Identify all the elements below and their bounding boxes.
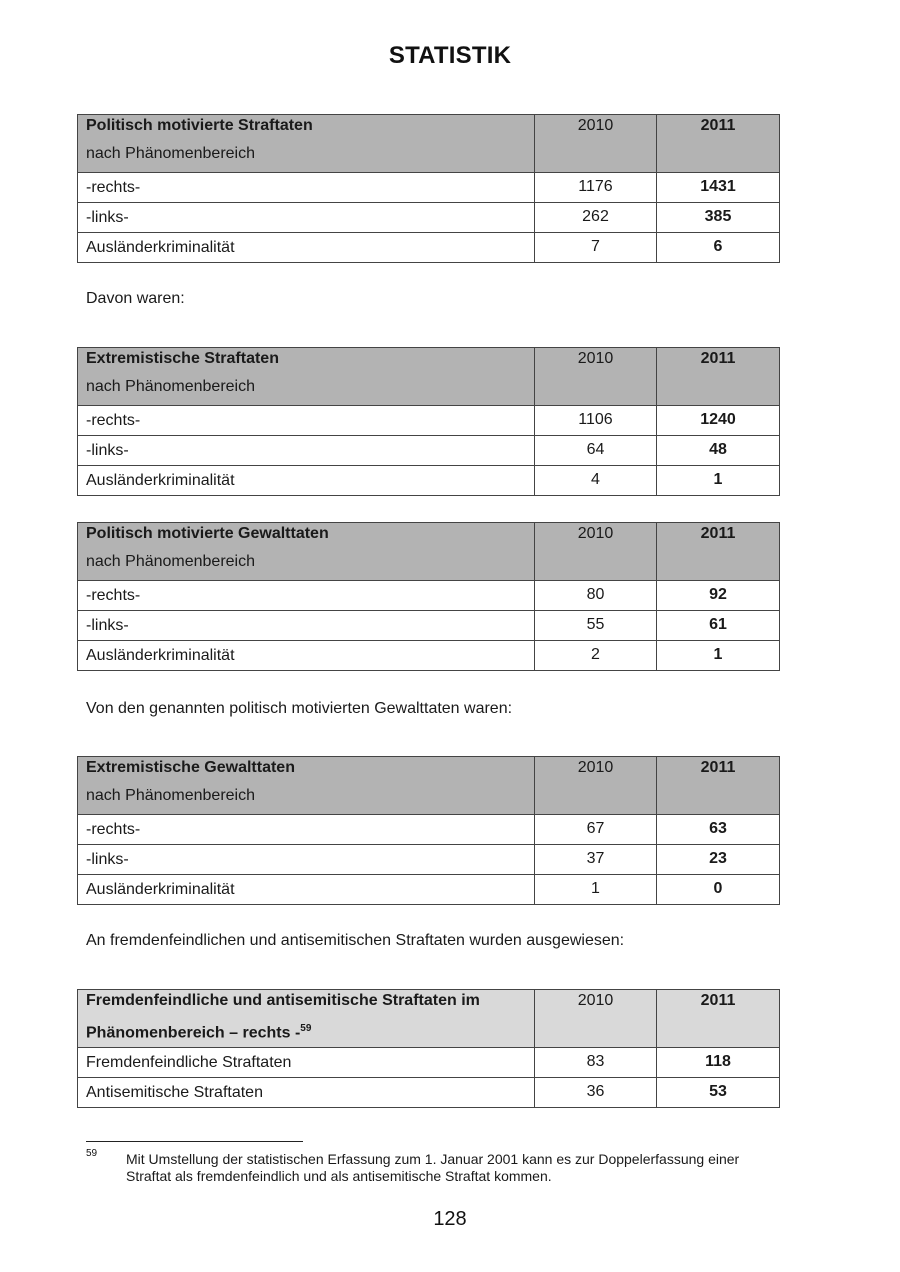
value-2011: 1240 [700,411,736,428]
value-2010: 2 [591,646,600,663]
value-2010: 4 [591,471,600,488]
paragraph-von-den-genannten: Von den genannten politisch motivierten Gewalttaten waren: [86,700,513,717]
table-fremdenfeindliche-antisemitische-straftaten [77,989,780,1108]
table-subtitle: nach Phänomenbereich [86,145,256,162]
table-extremistische-gewalttaten [77,756,780,905]
value-2010: 80 [586,586,605,603]
row-label: -links- [86,209,129,226]
row-label: -rechts- [86,179,141,196]
value-2011: 118 [705,1053,731,1070]
value-2010: 64 [586,441,605,458]
value-2011: 1 [713,646,723,663]
value-2010: 1 [591,880,600,897]
table-row [78,815,780,845]
footnote-text: Mit Umstellung der statistischen Erfassung zum 1. Januar 2001 kann es zur Doppelerfassung einer Straftat als fremdenfeindlich und als antisemitische Straftat kommen. [126,1151,740,1184]
header-cell-2011: 2011 [657,115,780,173]
table-row [78,406,780,436]
footnote-divider [86,1141,303,1142]
header-cell-2011: 2011 [657,348,780,406]
header-cell-2011: 2011 [657,757,780,815]
value-2011: 53 [709,1083,727,1100]
value-2011: 0 [713,880,723,897]
table-row [78,1048,780,1078]
table-row [78,845,780,875]
value-2011: 92 [709,586,727,603]
table-subtitle: nach Phänomenbereich [86,787,256,804]
table-title: Politisch motivierte Straftaten [86,117,313,134]
table-row [78,875,780,905]
table-politisch-motivierte-gewalttaten [77,522,780,671]
paragraph-davon-waren: Davon waren: [86,290,185,307]
header-cell-2010: 2010 [535,757,657,815]
header-cell-2011: 2011 [657,990,780,1048]
header-cell-2010: 2010 [535,990,657,1048]
value-2011: 48 [709,441,727,458]
table-row [78,581,780,611]
header-cell-category [78,523,535,581]
header-cell-2011: 2011 [657,523,780,581]
table-header-row [78,990,780,1048]
table-row [78,436,780,466]
header-cell-category [78,348,535,406]
value-2011: 61 [709,616,727,633]
footnote-reference[interactable]: 59 [300,1023,312,1034]
row-label: Ausländerkriminalität [86,239,235,256]
row-label: -links- [86,851,129,868]
table-header-row [78,115,780,173]
page-number: 128 [433,1208,467,1230]
value-2010: 1176 [578,178,613,195]
table-row [78,173,780,203]
table-subtitle: Phänomenbereich – rechts -$^{59}$ [86,1023,312,1042]
table-title: Politisch motivierte Gewalttaten [86,525,329,542]
table-subtitle: nach Phänomenbereich [86,553,256,570]
page-title: STATISTIK [388,42,512,69]
value-2010: 67 [586,820,605,837]
value-2010: 36 [586,1083,605,1100]
value-2011: 63 [709,820,727,837]
value-2011: 1 [713,471,723,488]
table-title: Extremistische Gewalttaten [86,759,295,776]
header-cell-category [78,757,535,815]
header-cell-2010: 2010 [535,115,657,173]
value-2011: 385 [704,208,732,225]
row-label: -links- [86,442,129,459]
row-label: Fremdenfeindliche Straftaten [86,1054,292,1071]
row-label: -rechts- [86,821,141,838]
row-label: -links- [86,617,129,634]
table-politisch-motivierte-straftaten [77,114,780,263]
value-2010: 262 [582,208,609,225]
table-row [78,466,780,496]
header-cell-category [78,990,535,1048]
footnote-number: 59 [86,1148,98,1159]
table-row [78,1078,780,1108]
paragraph-an-fremdenfeindlichen: An fremdenfeindlichen und antisemitischen Straftaten wurden ausgewiesen: [86,932,625,949]
value-2010: 37 [586,850,605,867]
table-header-row [78,757,780,815]
table-extremistische-straftaten [77,347,780,496]
value-2010: 7 [591,238,600,255]
row-label: -rechts- [86,412,141,429]
table-header-row [78,348,780,406]
value-2011: 23 [709,850,727,867]
table-row [78,233,780,263]
header-cell-2010: 2010 [535,348,657,406]
table-header-row [78,523,780,581]
table-subtitle: nach Phänomenbereich [86,378,256,395]
header-cell-category [78,115,535,173]
table-row [78,641,780,671]
value-2011: 1431 [700,178,736,195]
row-label: Ausländerkriminalität [86,472,235,489]
row-label: Antisemitische Straftaten [86,1084,263,1101]
value-2010: 55 [586,616,605,633]
row-label: Ausländerkriminalität [86,881,235,898]
table-row [78,203,780,233]
value-2011: 6 [713,238,723,255]
row-label: -rechts- [86,587,141,604]
value-2010: 83 [586,1053,605,1070]
table-title: Extremistische Straftaten [86,350,279,367]
header-cell-2010: 2010 [535,523,657,581]
table-title: Fremdenfeindliche und antisemitische Straftaten im [86,992,480,1009]
table-row [78,611,780,641]
value-2010: 1106 [578,411,613,428]
row-label: Ausländerkriminalität [86,647,235,664]
